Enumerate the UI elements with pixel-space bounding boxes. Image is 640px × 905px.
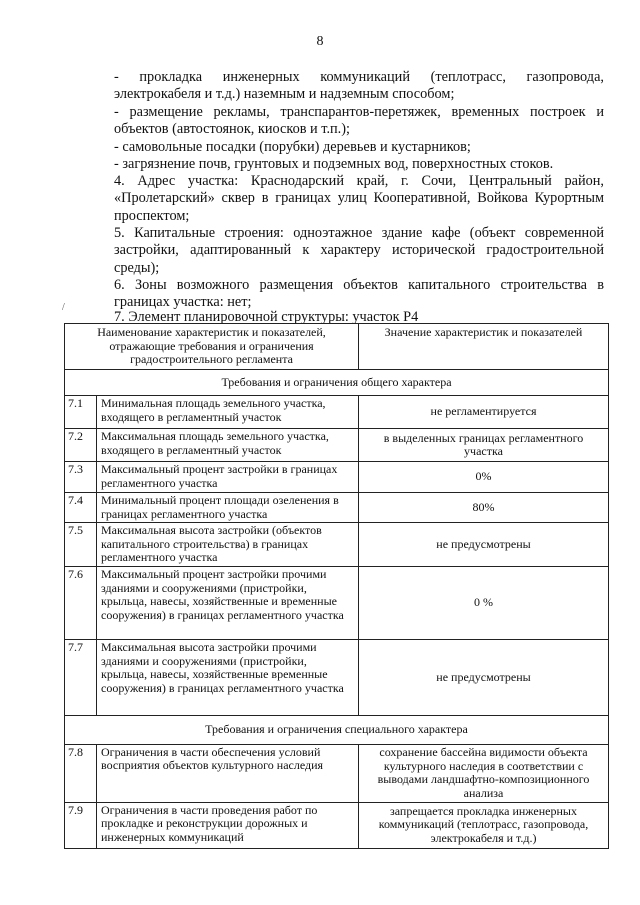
paragraph-text: 6. Зоны возможного размещения объектов капитального строительства в границах участка: нет; — [114, 277, 604, 311]
row-value: 0 % — [359, 567, 609, 640]
row-name: Максимальный процент застройки в границах регламентного участка — [97, 462, 359, 493]
row-number: 7.9 — [65, 802, 97, 848]
row-number: 7.6 — [65, 567, 97, 640]
row-name: Ограничения в части обеспечения условий восприятия объектов культурного наследия — [97, 744, 359, 802]
paragraph-text: - размещение рекламы, транспарантов-перетяжек, временных построек и объектов (автостоянок, киосков и т.п.); — [114, 104, 604, 138]
row-name: Минимальный процент площади озеленения в границах регламентного участка — [97, 493, 359, 523]
row-name: Максимальный процент застройки прочими зданиями и сооружениями (пристройки, крыльца, навесы, хозяйственные и временные сооружения) в границах регламентного участка — [97, 567, 359, 640]
row-number: 7.5 — [65, 523, 97, 567]
row-value: не предусмотрены — [359, 523, 609, 567]
section-row-general — [65, 369, 609, 396]
paragraph-3 — [114, 139, 604, 156]
table-row — [65, 523, 609, 567]
paragraph-text: 4. Адрес участка: Краснодарский край, г. Сочи, Центральный район, «Пролетарский» сквер в границах улиц Кооперативной, Войкова Курортным проспектом; — [114, 173, 604, 224]
page-number: 8 — [316, 34, 324, 49]
section-row-special — [65, 716, 609, 745]
row-value: 80% — [359, 493, 609, 523]
paragraph-5 — [114, 173, 604, 225]
section-title-general: Требования и ограничения общего характера — [65, 369, 609, 396]
table-row — [65, 462, 609, 493]
row-number: 7.8 — [65, 744, 97, 802]
rows-special — [65, 744, 609, 848]
rows-general — [65, 396, 609, 716]
row-value: 0% — [359, 462, 609, 493]
table-header-row — [65, 324, 609, 370]
table-row — [65, 640, 609, 716]
table-row — [65, 429, 609, 462]
paragraph-6 — [114, 225, 604, 277]
table-row — [65, 802, 609, 848]
table-row — [65, 567, 609, 640]
row-number: 7.4 — [65, 493, 97, 523]
row-name: Максимальная высота застройки (объектов капитального строительства) в границах регламентного участка — [97, 523, 359, 567]
section-title-special: Требования и ограничения специального характера — [65, 716, 609, 745]
row-number: 7.2 — [65, 429, 97, 462]
header-col-name: Наименование характеристик и показателей, отражающие требования и ограничения градостроительного регламента — [65, 324, 359, 370]
row-name: Ограничения в части проведения работ по прокладке и реконструкции дорожных и инженерных коммуникаций — [97, 802, 359, 848]
table-row — [65, 744, 609, 802]
row-number: 7.3 — [65, 462, 97, 493]
table-row — [65, 493, 609, 523]
header-col-value: Значение характеристик и показателей — [359, 324, 609, 370]
paragraph-4 — [114, 156, 604, 173]
paragraph-text: - загрязнение почв, грунтовых и подземных вод, поверхностных стоков. — [114, 156, 554, 172]
row-name: Минимальная площадь земельного участка, входящего в регламентный участок — [97, 396, 359, 429]
row-value: в выделенных границах регламентного участка — [359, 429, 609, 462]
paragraph-text: - самовольные посадки (порубки) деревьев и кустарников; — [114, 139, 471, 155]
paragraph-2 — [114, 104, 604, 139]
row-value: не предусмотрены — [359, 640, 609, 716]
paragraph-1 — [114, 69, 604, 104]
table-row — [65, 396, 609, 429]
paragraph-7 — [114, 277, 604, 312]
margin-mark: / — [62, 302, 65, 313]
row-value: сохранение бассейна видимости объекта культурного наследия в соответствии с выводами ландшафтно-композиционного анализа — [359, 744, 609, 802]
paragraph-text: 5. Капитальные строения: одноэтажное здание кафе (объект современной застройки, адаптированный к характеру исторической градостроительной среды); — [114, 225, 604, 276]
row-number: 7.1 — [65, 396, 97, 429]
row-name: Максимальная высота застройки прочими зданиями и сооружениями (пристройки, крыльца, навесы, хозяйственные временные сооружения) в границах регламентного участка — [97, 640, 359, 716]
row-value: не регламентируется — [359, 396, 609, 429]
row-number: 7.7 — [65, 640, 97, 716]
row-name: Максимальная площадь земельного участка, входящего в регламентный участок — [97, 429, 359, 462]
row-value: запрещается прокладка инженерных коммуникаций (теплотрасс, газопровода, электрокабеля и т.д.) — [359, 802, 609, 848]
paragraph-text: 7. Элемент планировочной структуры: участок Р4 — [114, 309, 419, 325]
paragraph-text: - прокладка инженерных коммуникаций (теплотрасс, газопровода, электрокабеля и т.д.) наземным и надземным способом; — [114, 69, 604, 103]
requirements-table — [64, 323, 609, 849]
